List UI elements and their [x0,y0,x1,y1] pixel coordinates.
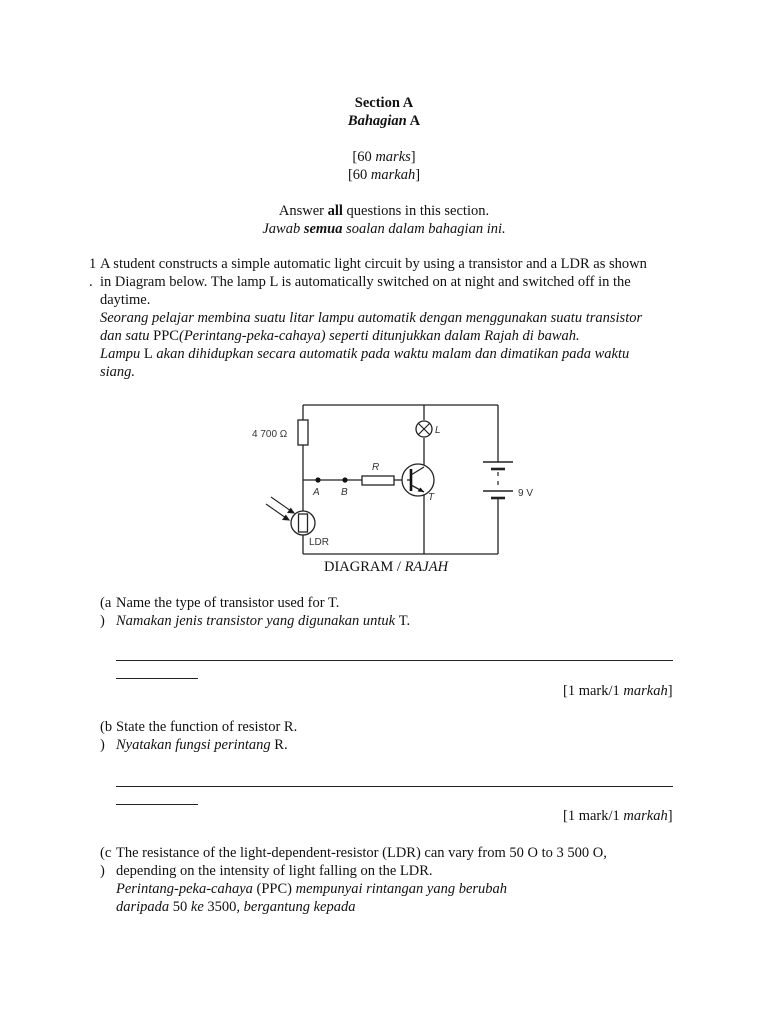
question-text-line-3: daytime. [100,292,151,308]
part-a-label-top: (a [100,595,112,611]
part-c-question-line-2: depending on the intensity of light falling on the LDR. [116,863,433,879]
ldr-icon [291,511,315,535]
resistor-4700 [298,420,308,445]
part-b-answer-line-2[interactable] [116,804,198,805]
question-malay-line-1: Seorang pelajar membina suatu litar lampu automatik dengan menggunakan suatu transistor [100,310,643,326]
section-title-malay: Bahagian A [347,113,421,129]
ldr-label: LDR [309,537,330,548]
question-number-dot: . [89,274,93,290]
battery-label: 9 V [518,488,534,499]
part-b-label-top: (b [100,719,113,735]
part-c-malay-line-1: Perintang-peka-cahaya (PPC) mempunyai rintangan yang berubah [116,881,508,897]
question-text-line-2: in Diagram below. The lamp L is automatically switched on at night and switched off in the [100,274,631,290]
resistor-4700-label: 4 700 Ω [252,429,288,440]
transistor-label: T [428,492,435,503]
lamp-icon [416,421,432,437]
point-a-label: A [313,487,320,498]
instruction-malay: Jawab semua soalan dalam bahagian ini. [262,221,506,237]
part-a-answer-line-1[interactable] [116,660,673,661]
part-b-answer-line-1[interactable] [116,786,673,787]
instruction: Answer all questions in this section. [278,203,490,219]
part-a-marks: [1 mark/1 markah] [563,683,673,699]
question-malay-line-3: Lampu L akan dihidupkan secara automatik pada waktu malam dan dimatikan pada waktu [100,346,630,362]
question-number: 1 [89,256,97,272]
battery-icon [483,462,513,498]
question-malay-line-4: siang. [100,364,136,380]
question-malay-line-2: dan satu PPC(Perintang-peka-cahaya) seperti ditunjukkan dalam Rajah di bawah. [100,328,580,344]
point-a-dot [315,477,320,482]
diagram-caption: DIAGRAM / RAJAH [324,559,449,575]
lamp-label: L [435,425,441,436]
question-text-line-1: A student constructs a simple automatic light circuit by using a transistor and a LDR as shown [100,256,647,272]
total-marks: [60 marks] [352,149,416,165]
resistor-r-label: R [372,462,380,473]
part-b-label-bottom: ) [100,737,105,753]
part-c-label-bottom: ) [100,863,105,879]
light-rays-icon [266,497,294,520]
part-a-answer-line-2[interactable] [116,678,198,679]
point-b-label: B [341,487,348,498]
point-b-dot [342,477,347,482]
part-a-question: Name the type of transistor used for T. [116,595,340,611]
part-b-marks: [1 mark/1 markah] [563,808,673,824]
part-c-question-line-1: The resistance of the light-dependent-resistor (LDR) can vary from 50 O to 3 500 O, [116,845,607,861]
part-a-label-bottom: ) [100,613,105,629]
total-marks-malay: [60 markah] [347,167,421,183]
part-b-question: State the function of resistor R. [116,719,298,735]
section-title: Section A [354,95,414,111]
part-c-malay-line-2: daripada 50 ke 3500, bergantung kepada [116,899,356,915]
resistor-r [362,476,394,485]
part-a-question-malay: Namakan jenis transistor yang digunakan untuk T. [116,613,411,629]
part-b-question-malay: Nyatakan fungsi perintang R. [116,737,288,753]
part-c-label-top: (c [100,845,112,861]
